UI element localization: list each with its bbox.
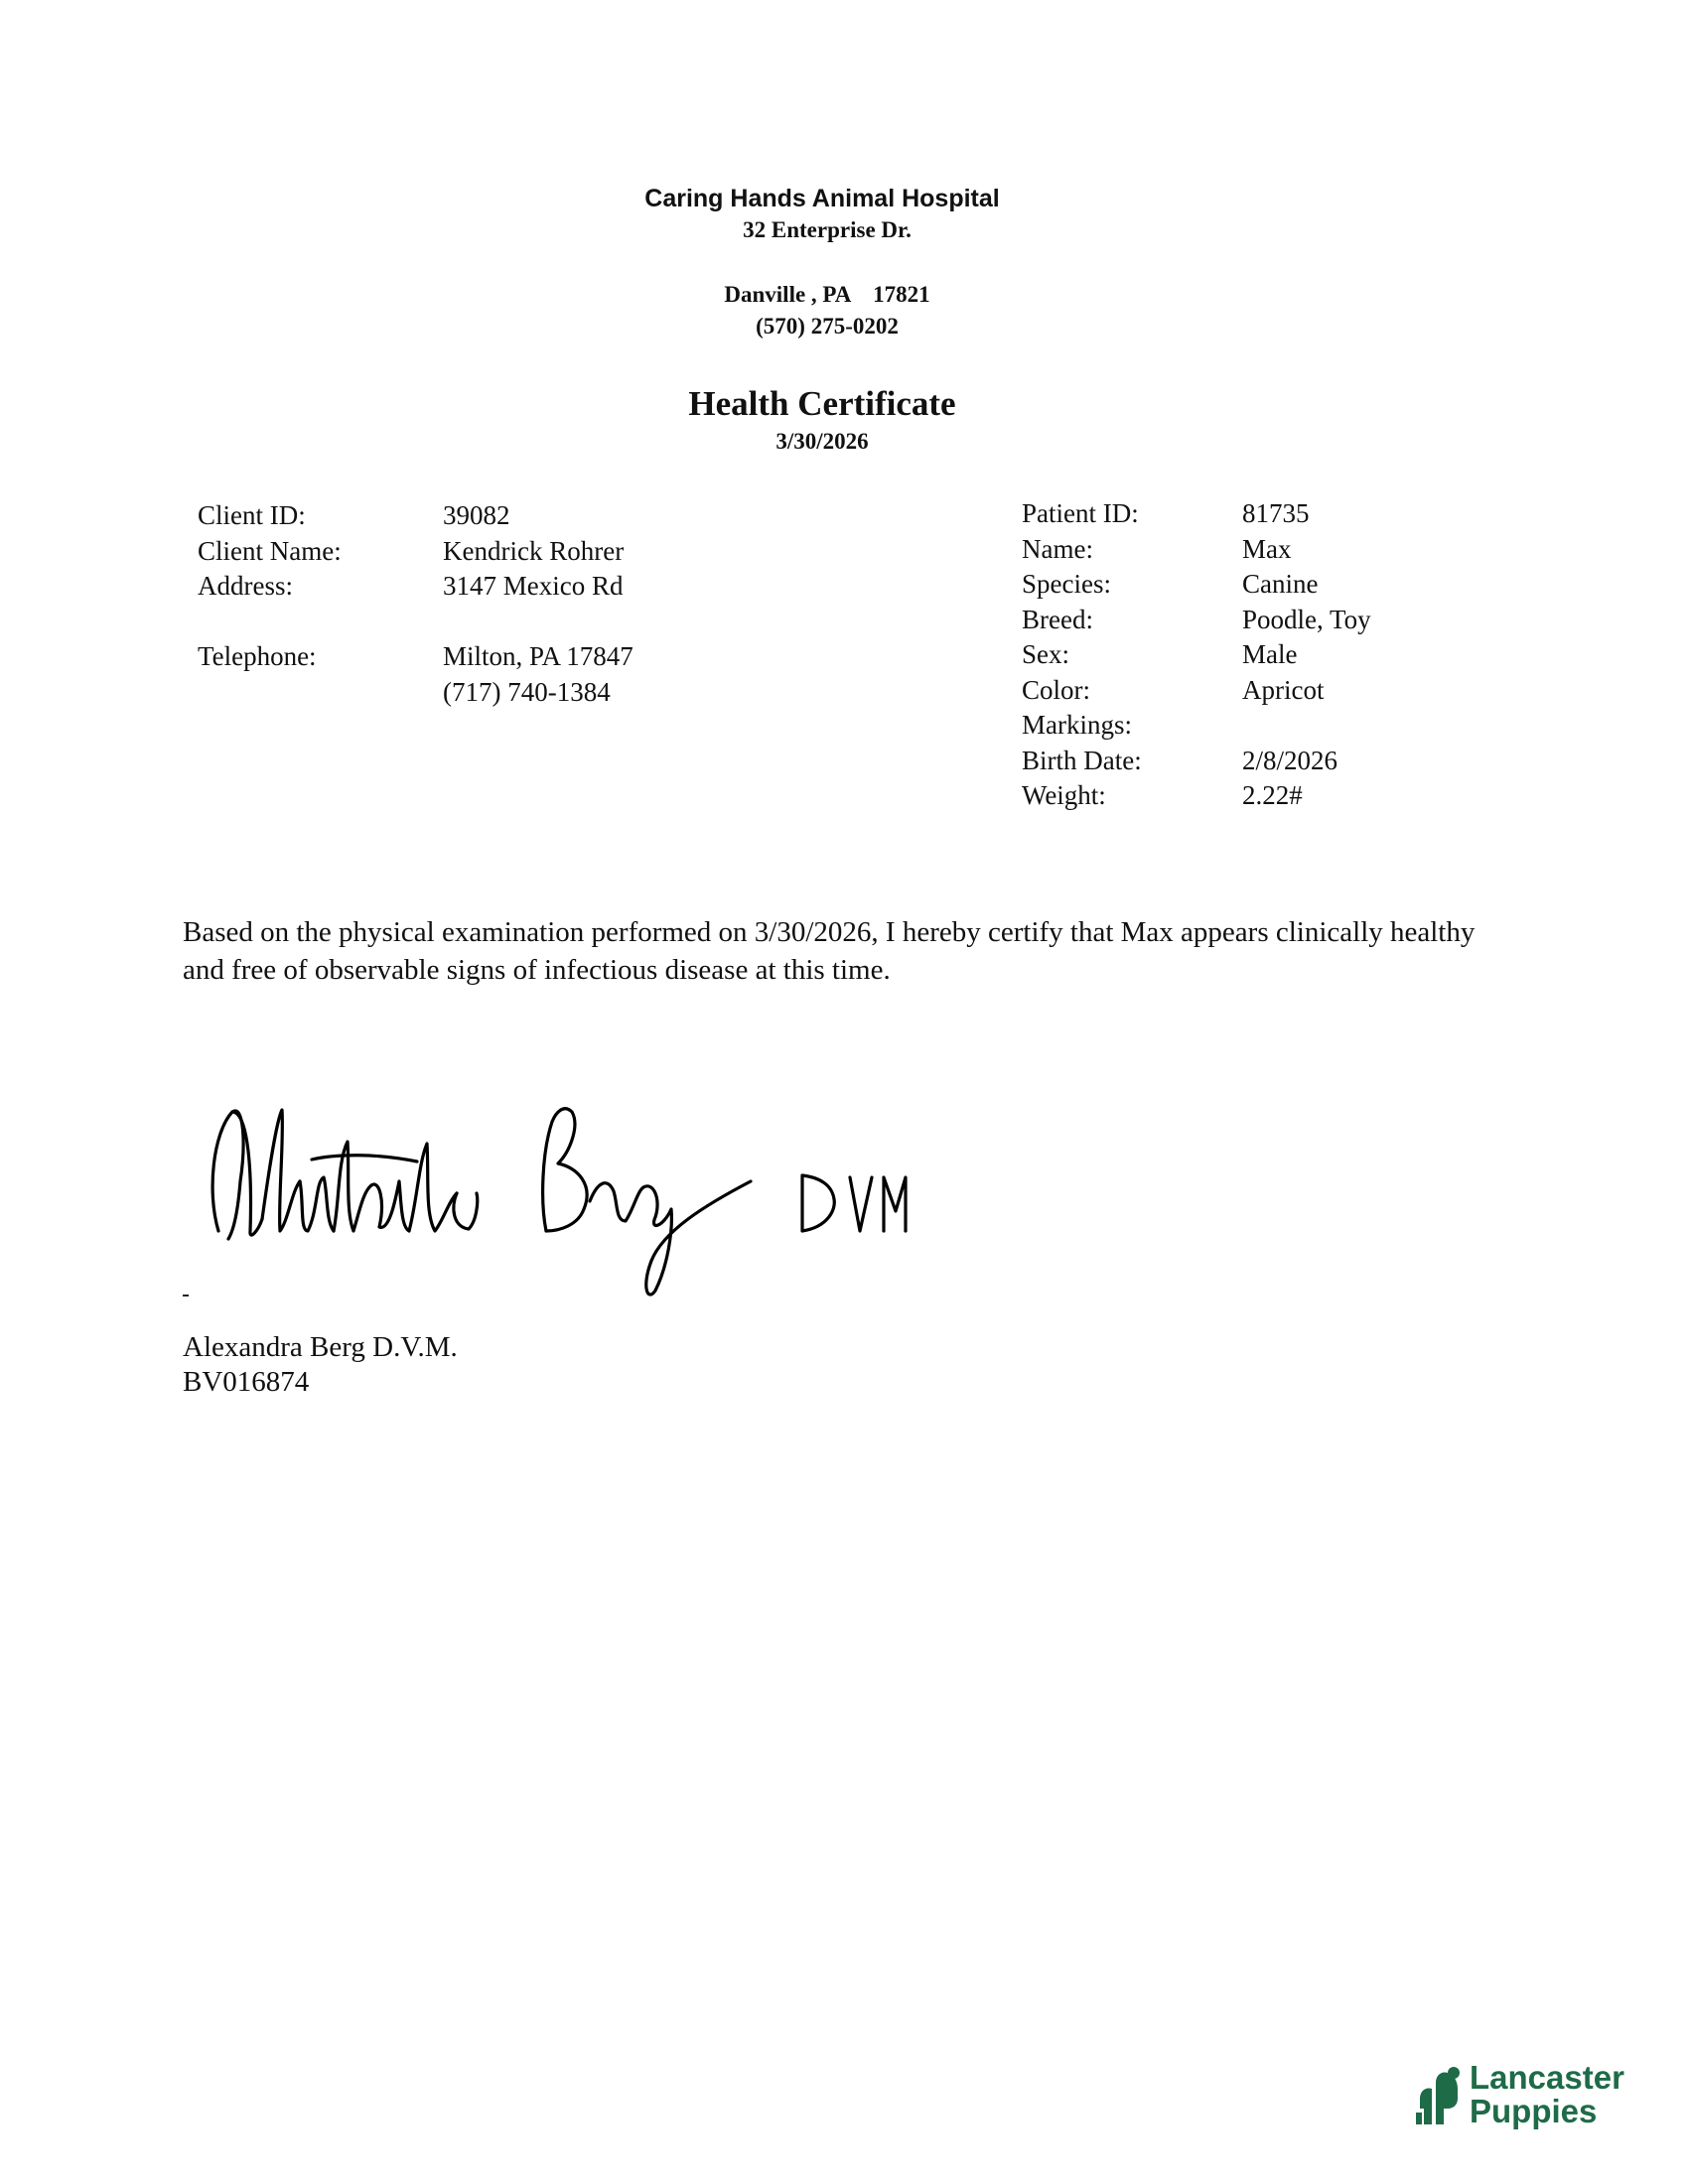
client-address-spacer [443, 605, 633, 640]
patient-sex-label: Sex: [1022, 639, 1070, 669]
patient-birth-date-label: Birth Date: [1022, 745, 1142, 775]
hospital-phone: (570) 275-0202 [756, 314, 899, 339]
patient-values [1242, 496, 1371, 814]
client-name-value: Kendrick Rohrer [443, 535, 625, 566]
lancaster-puppies-logo [1414, 2057, 1662, 2142]
certification-statement: Based on the physical examination performed on 3/30/2026, I hereby certify that Max appears clinically healthy and free of observable signs of infectious disease at this time. [183, 916, 1476, 986]
certificate-date: 3/30/2026 [775, 429, 869, 454]
paw-icon [1414, 2065, 1466, 2128]
patient-color-value: Apricot [1242, 674, 1325, 705]
veterinarian-name: Alexandra Berg D.V.M. [183, 1331, 458, 1363]
patient-name-label: Name: [1022, 533, 1093, 564]
client-address-value: 3147 Mexico Rd [443, 571, 624, 601]
patient-breed-value: Poodle, Toy [1242, 604, 1371, 634]
hospital-name: Caring Hands Animal Hospital [644, 185, 1000, 212]
signature-line-mark [183, 1295, 189, 1297]
patient-breed-label: Breed: [1022, 604, 1093, 634]
patient-name-value: Max [1242, 533, 1292, 564]
client-address-label: Address: [198, 571, 293, 601]
patient-weight-value: 2.22# [1242, 780, 1303, 810]
patient-markings-value [1242, 708, 1371, 744]
patient-labels [1022, 496, 1142, 814]
client-city-value: Milton, PA 17847 [443, 641, 633, 671]
client-labels [198, 498, 342, 675]
hospital-street: 32 Enterprise Dr. [743, 217, 912, 242]
hospital-city-line: Danville , PA 17821 [724, 282, 930, 307]
logo-word-lancaster: Lancaster [1470, 2059, 1624, 2096]
certificate-title: Health Certificate [688, 384, 956, 423]
client-id-label: Client ID: [198, 500, 306, 530]
patient-birth-date-value: 2/8/2026 [1242, 745, 1338, 775]
patient-color-label: Color: [1022, 674, 1091, 705]
veterinarian-signature [189, 1082, 933, 1310]
patient-weight-label: Weight: [1022, 780, 1106, 810]
client-telephone-label: Telephone: [198, 641, 317, 671]
client-telephone-value: (717) 740-1384 [443, 676, 611, 707]
patient-sex-value: Male [1242, 639, 1298, 669]
client-values [443, 498, 633, 710]
client-id-value: 39082 [443, 500, 510, 530]
patient-id-value: 81735 [1242, 498, 1310, 528]
client-blank-label [198, 605, 342, 640]
veterinarian-license: BV016874 [183, 1366, 310, 1398]
patient-species-value: Canine [1242, 569, 1319, 599]
patient-species-label: Species: [1022, 569, 1111, 599]
patient-markings-label: Markings: [1022, 710, 1132, 740]
logo-word-puppies: Puppies [1470, 2093, 1598, 2129]
client-name-label: Client Name: [198, 535, 342, 566]
patient-id-label: Patient ID: [1022, 498, 1139, 528]
